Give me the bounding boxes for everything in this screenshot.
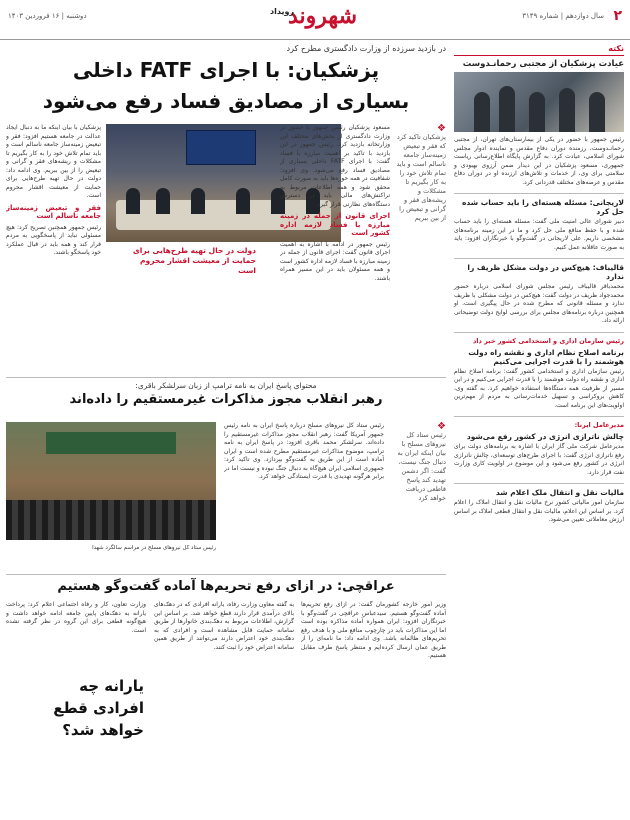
sidebar-sub4-text: مدیرعامل شرکت ملی گاز ایران با اشاره به برنامه‌های دولت برای رفع ناترازی انرژی گفت: با اجرای طرح‌های توسعه‌ای، چالش ناترازی انرژی در کشور رفع می‌شود و این موضوع در اولویت کاری وزارت نفت قرار دارد. [454,443,624,476]
photo-figure [236,188,250,214]
lead-headline-line2: بسیاری از مصادیق فساد رفع می‌شود [42,89,410,113]
story2-side-note [391,422,446,503]
lead-body-3: پزشکیان با بیان اینکه ما به دنبال ایجاد عدالت در جامعه هستیم افزود: فقر و تبعیض زمینه‌ساز جامعه ناسالم است و باید تمام تلاش خود را به کار بگیریم تا مشکلات و ریشه‌های فقر و گرانی و تبعیض را از بین ببریم. وی ادامه داد: دولت در حال تهیه طرح‌هایی برای حمایت از معیشت اقشار محروم است. [6,124,101,199]
logo-sub: رویداد [270,7,295,16]
divider [454,258,624,259]
story3-headline: عراقچی: در ازای رفع تحریم‌ها آماده گفت‌وگو هستیم [57,579,395,594]
story2-side-note-text: رئیس ستاد کل نیروهای مسلح با بیان اینکه ایران به دنبال جنگ نیست، گفت: اگر دشمن تهدید کند پاسخ قاطعی دریافت خواهد کرد [397,431,446,502]
photo-crowd [6,500,216,540]
lead-quote: دولت در حال تهیه طرح‌هایی برای حمایت از معیشت اقشار محروم است [132,246,256,275]
sidebar-sub3-text: رئیس سازمان اداری و استخدامی کشور گفت: برنامه اصلاح نظام اداری و نقشه راه دولت هوشمند را با قدرت اجرایی می‌کنیم و در این مسیر از ظرفیت همه دستگاه‌ها استفاده خواهیم کرد. به گفته وی، کاهش بروکراسی و تسهیل خدمات‌رسانی به مردم از مهم‌ترین اولویت‌های این برنامه است. [454,367,624,409]
sidebar-column [454,44,624,814]
sidebar-sub5-text: سازمان امور مالیاتی کشور نرخ مالیات نقل و انتقال املاک را اعلام کرد. بر اساس این اعلام، مالیات نقل و انتقال قطعی املاک بر اساس ارزش معاملاتی تعیین می‌شود. [454,499,624,523]
story2-kicker: محتوای پاسخ ایران به نامه ترامپ از زبان سرلشکر باقری: [135,381,317,390]
photo-figure [559,88,575,132]
divider [454,416,624,417]
sidebar-sub1-text: دبیر شورای عالی امنیت ملی گفت: مسئله هسته‌ای را باید حساب شده و با حفظ منافع ملی حل کرد و ما در این زمینه برنامه‌های مشخصی داریم. علی لاریجانی در گفت‌وگو با خبرنگاران افزود: باید به صورت عاقلانه عمل کنیم. [454,218,624,251]
photo-figure [589,92,605,132]
meeting-screen [186,130,256,165]
story2-caption: رئیس ستاد کل نیروهای مسلح در مراسم سالگرد شهدا [92,545,216,551]
sidebar-sub4-kicker: مدیرعامل ایرنا: [574,421,624,429]
story3-body-left: وزارت تعاون، کار و رفاه اجتماعی اعلام کرد: پرداخت یارانه به دهک‌های پایین جامعه ادامه خواهد داشت و هیچ‌گونه قطعی برای این گروه در نظر گرفته نشده است. [6,601,146,634]
lead-body-1: مسعود پزشکیان رئیس جمهور با حضور در وزارت دادگستری از بخش‌های مختلف این وزارتخانه بازدید کرد. رئیس جمهور در این بازدید با تاکید بر اهمیت مبارزه با فساد گفت: با اجرای FATF داخلی بسیاری از مصادیق فساد رفع می‌شود. وی افزود: شفافیت در همه حوزه‌ها باید به صورت کامل محقق شود و همه اطلاعات مربوط به تراکنش‌های مالی باید در دسترس دستگاه‌های نظارتی قرار گیرد. [280,124,390,208]
sidebar-story1-text: رئیس جمهور با حضور در یکی از بیمارستان‌های تهران، از مجتبی رحمانـدوست، رزمنده دوران دفاع مقدس و نماینده ادوار مجلس شورای اسلامی، عیادت کرد. به گزارش پایگاه اطلاع‌رسانی ریاست جمهوری، مسعود پزشکیان در این دیدار ضمن آرزوی بهبودی و سلامتی برای وی، از خدمات و تلاش‌های ارزنده او در دوران دفاع مقدس و عرصه‌های مختلف قدردانی کرد. [454,136,624,186]
date-info: دوشنبه | ۱۶ فروردین ۱۴۰۳ [8,12,87,20]
story2-headline: رهبر انقلاب مجوز مذاکرات غیرمستقیم را داده‌اند [69,392,383,407]
story2-section [6,377,446,567]
sidebar-sub5-title: مالیات نقل و انتقال ملک اعلام شد [495,488,624,497]
lead-body-2: رئیس جمهور در ادامه با اشاره به اهمیت اجرای قانون گفت: اجرای قانون از جمله در زمینه مبارزه با فساد لازمه اداره کشور است و همه مسئولان باید در این مسیر همراه باشند. [280,240,390,282]
photo-figure [474,92,490,132]
divider [454,483,624,484]
divider [454,193,624,194]
sidebar-sub2-text: محمدباقر قالیباف رئیس مجلس شورای اسلامی درباره حضور محمدجواد ظریف در دولت گفت: هیچ‌کس در دولت مشکلی با ظریف ندارد و مسئله قانونی که مطرح شده در حال پیگیری است. او همچنین درباره برنامه‌های مجلس برای بررسی لوایح دولت توضیحاتی ارائه داد. [454,283,624,324]
logo-main: شهروند [288,3,358,29]
lead-col-right [280,124,390,364]
story3-section [6,574,446,814]
lead-side-note [396,124,446,223]
photo-figure [529,92,545,132]
story2-body: رئیس ستاد کل نیروهای مسلح درباره پاسخ ایران به نامه رئیس جمهور آمریکا گفت: رهبر انقلاب مجوز مذاکرات غیرمستقیم را داده‌اند. سرلشکر محمد باقری افزود: در پاسخ ایران به نامه ترامپ، موضوع مذاکرات غیرمستقیم مطرح شده است و ایران آماده است از این طریق به گفت‌وگو بپردازد. وی تاکید کرد: جمهوری اسلامی ایران هیچ‌گاه به دنبال جنگ نبوده و نیست اما در برابر هرگونه تهدیدی با قدرت ایستادگی خواهد کرد. [224,422,384,480]
sidebar-sub4-title: چالش ناترازی انرژی در کشور رفع می‌شود [466,432,624,441]
lead-col-left [6,124,101,364]
lead-headline-line1: پزشکیان: با اجرای FATF داخلی [72,58,380,82]
main-column [6,44,446,814]
quote-marker-icon: ❖ [437,123,446,134]
photo-figure [191,188,205,214]
sidebar-sub1-title: لاریجانی: مسئله هسته‌ای را باید حساب شده حل کرد [461,198,624,216]
issue-info: سال دوازدهم | شماره ۳۱۴۹ [522,12,604,20]
newspaper-logo [270,3,360,35]
photo-figure [126,188,140,214]
top-bar [0,0,630,40]
photo-banner [46,432,176,454]
sidebar-tag: نکته [454,44,624,56]
sidebar-story1-title: عیادت پزشکیان از مجتبی رحمانـدوست [462,59,624,69]
lead-kicker: در بازدید سرزده از وزارت دادگستری مطرح کرد [286,44,446,53]
sidebar-story1-photo [454,72,624,132]
photo-figure [499,86,515,132]
sidebar-sub3-kicker: رئیس سازمان اداری و استخدامی کشور خبر داد [472,336,624,345]
lead-area [6,124,446,369]
page-number: ۲ [613,8,622,24]
lead-red-subhead-2: فقر و تبعیض زمینه‌ساز جامعه ناسالم است [6,203,101,220]
lead-red-subhead: اجرای قانون از جمله در زمینه مبارزه با فساد لازمه اداره کشور است [280,212,390,237]
story3-body-middle: به گفته معاون وزارت رفاه، یارانه افرادی که در دهک‌های بالای درآمدی قرار دارند قطع خواهد شد. بر اساس این گزارش، اطلاعات مربوط به دهک‌بندی خانوارها از طریق سامانه حمایت قابل مشاهده است و افرادی که به دهک‌بندی خود اعتراض دارند می‌توانند از طریق همین سامانه اعتراض خود را ثبت کنند. [154,601,294,651]
lead-side-note-text: پزشکیان تاکید کرد که فقر و تبعیض زمینه‌ساز جامعه ناسالم است و باید تمام تلاش خود را به کار بگیریم تا مشکلات و ریشه‌های فقر و گرانی و تبعیض را از بین ببریم [396,133,446,222]
lead-body-4: رئیس جمهور همچنین تصریح کرد: هیچ مسئولی نباید از پاسخگویی به مردم فرار کند و همه باید در قبال عملکرد خود پاسخگو باشند. [6,223,101,256]
story3-body-right: وزیر امور خارجه کشورمان گفت: در ازای رفع تحریم‌ها آماده گفت‌وگو هستیم. سیدعباس عراقچی در گفت‌وگو با خبرنگاران افزود: ایران همواره آماده مذاکره بوده است اما این مذاکرات باید در چارچوب منافع ملی و با هدف رفع تحریم‌های ظالمانه باشد. وی ادامه داد: ما نامه‌ای را از طریق عمان ارسال کرده‌ایم و منتظر پاسخ طرف مقابل هستیم. [301,601,446,659]
divider [454,332,624,333]
sidebar-sub3-title: برنامه اصلاح نظام اداری و نقشه راه دولت هوشمند را با قدرت اجرایی می‌کنیم [468,347,624,366]
sidebar-sub2-title: قالیباف: هیچ‌کس در دولت مشکل ظریف را ندارد [467,263,624,281]
story3-big-question: یارانه چه افرادی قطع خواهد شد؟ [53,677,144,739]
photo-figure [156,188,170,214]
story2-photo [6,422,216,540]
quote-marker-icon: ❖ [437,421,446,432]
